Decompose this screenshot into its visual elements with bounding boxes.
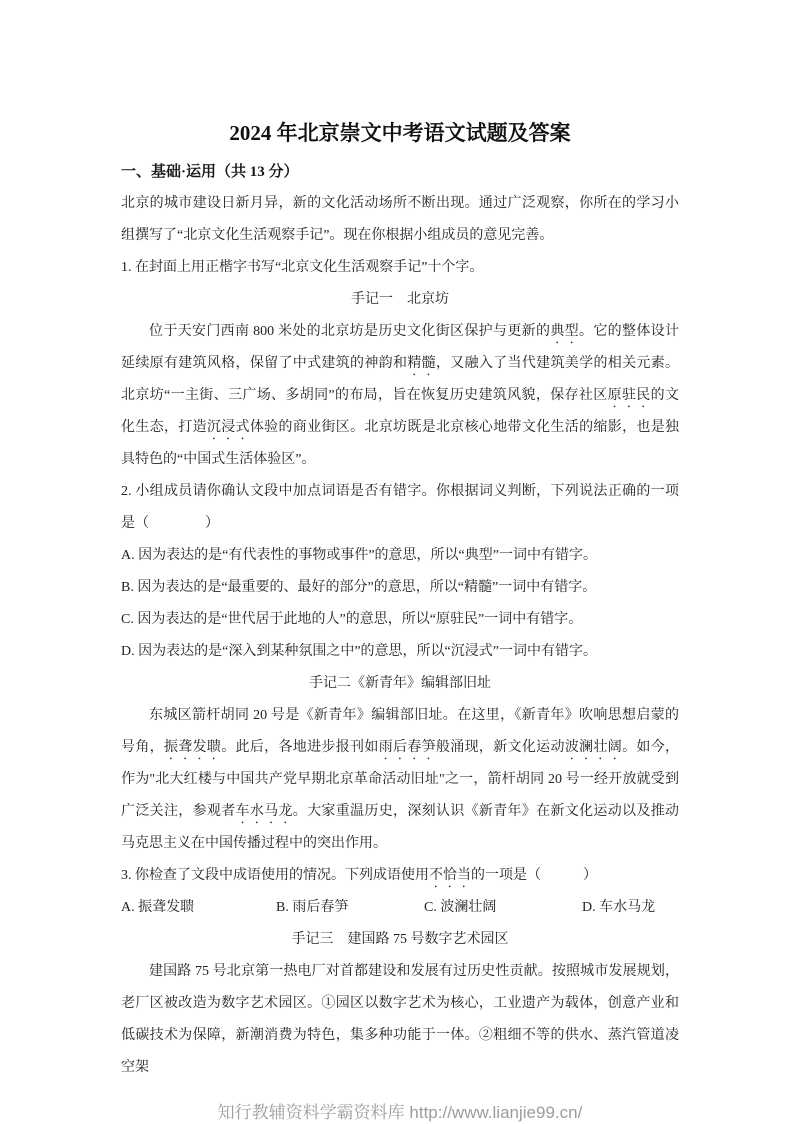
emphasized-word: 波澜壮阔 bbox=[564, 740, 623, 755]
text-run: 。大家重温历史，深刻认识《新青年》在新文化运动以及推动马克思主义在中国传播过程中的突出作用。 bbox=[121, 804, 680, 851]
emphasized-word: 雨后春笋 bbox=[378, 740, 436, 755]
text-run: ，又融入了当代建筑美学的相关元素。北京坊“一主街、三广场、多胡同”的布局，旨在恢复历史建筑风貌，保存社区 bbox=[121, 356, 680, 403]
question-2-option-a: A. 因为表达的是“有代表性的事物或事件”的意思，所以“典型”一词中有错字。 bbox=[121, 548, 597, 563]
text-run: 3. 你检查了文段中成语使用的情况。下列成语使用 bbox=[121, 868, 429, 883]
question-3-option-b: B. 雨后春笋 bbox=[276, 900, 349, 915]
emphasized-word: 不恰当 bbox=[429, 868, 471, 883]
question-3-option-a: A. 振聋发聩 bbox=[121, 900, 195, 915]
note3-body: 建国路 75 号北京第一热电厂对首都建设和发展有过历史性贡献。按照城市发展规划，老厂区被改造为数字艺术园区。①园区以数字艺术为核心，工业遗产为载体，创意产业和低碳技术为保障，新潮消费为特色，集多种功能于一体。②粗细不等的供水、蒸汽管道凌空架 bbox=[121, 964, 679, 1075]
note2-body bbox=[121, 700, 679, 860]
text-run: 般涌现，新文化运动 bbox=[435, 740, 565, 755]
emphasized-word: 原驻民 bbox=[607, 388, 651, 403]
text-run: 体验的商业街区。北京坊既是北京核心地带文化生活的缩影，也是独具特色的“中国式生活体验区”。 bbox=[121, 420, 680, 467]
section-heading: 一、基础·运用（共 13 分） bbox=[121, 164, 299, 180]
note3-title: 手记三 建国路 75 号数字艺术园区 bbox=[291, 932, 509, 947]
question-2-option-d: D. 因为表达的是“深入到某种氛围之中”的意思，所以“沉浸式”一词中有错字。 bbox=[121, 644, 597, 659]
question-2-stem: 2. 小组成员请你确认文段中加点词语是否有错字。你根据词义判断，下列说法正确的一项是（ ） bbox=[121, 484, 679, 531]
question-3-stem bbox=[121, 860, 679, 892]
note1-title: 手记一 北京坊 bbox=[351, 292, 449, 307]
question-2-option-b: B. 因为表达的是“最重要的、最好的部分”的意思，所以“精髓”一词中有错字。 bbox=[121, 580, 597, 595]
note1-body bbox=[121, 316, 679, 476]
page-title: 2024 年北京崇文中考语文试题及答案 bbox=[229, 121, 571, 145]
question-3-option-c: C. 波澜壮阔 bbox=[424, 900, 497, 915]
question-1: 1. 在封面上用正楷字书写“北京文化生活观察手记”十个字。 bbox=[121, 260, 484, 275]
emphasized-word: 沉浸式 bbox=[206, 420, 250, 435]
emphasized-word: 车水马龙 bbox=[235, 804, 293, 819]
text-run: 。如今，作为"北大红楼与中国共产党早期北京革命活动旧址"之一，箭杆胡同 20 号一经开放就受到广泛关注，参观者 bbox=[121, 740, 680, 819]
note2-title: 手记二《新青年》编辑部旧址 bbox=[309, 676, 491, 691]
intro-paragraph: 北京的城市建设日新月异，新的文化活动场所不断出现。通过广泛观察，你所在的学习小组撰写了“北京文化生活观察手记”。现在你根据小组成员的意见完善。 bbox=[121, 196, 679, 243]
question-2-option-c: C. 因为表达的是“世代居于此地的人”的意思，所以“原驻民”一词中有错字。 bbox=[121, 612, 583, 627]
emphasized-word: 精髓 bbox=[407, 356, 436, 371]
text-run: 的文化生态，打造 bbox=[121, 388, 680, 435]
emphasized-word: 振聋发聩 bbox=[163, 740, 222, 755]
text-run: 。此后，各地进步报刊如 bbox=[221, 740, 379, 755]
text-run: 东城区箭杆胡同 20 号是《新青年》编辑部旧址。在这里，《新青年》吹响思想启蒙的号角， bbox=[121, 708, 679, 755]
question-3-option-d: D. 车水马龙 bbox=[582, 900, 656, 915]
text-run: 的一项是（ ） bbox=[471, 868, 597, 883]
text-run: 。它的整体设计延续原有建筑风格，保留了中式建筑的神韵和 bbox=[121, 324, 680, 371]
footer-watermark: 知行教辅资料学霸资料库 http://www.lianjie99.cn/ bbox=[217, 1103, 583, 1122]
question-3-options-row bbox=[121, 892, 679, 924]
emphasized-word: 典型 bbox=[550, 324, 580, 339]
text-run: 位于天安门西南 800 米处的北京坊是历史文化街区保护与更新的 bbox=[149, 324, 551, 339]
